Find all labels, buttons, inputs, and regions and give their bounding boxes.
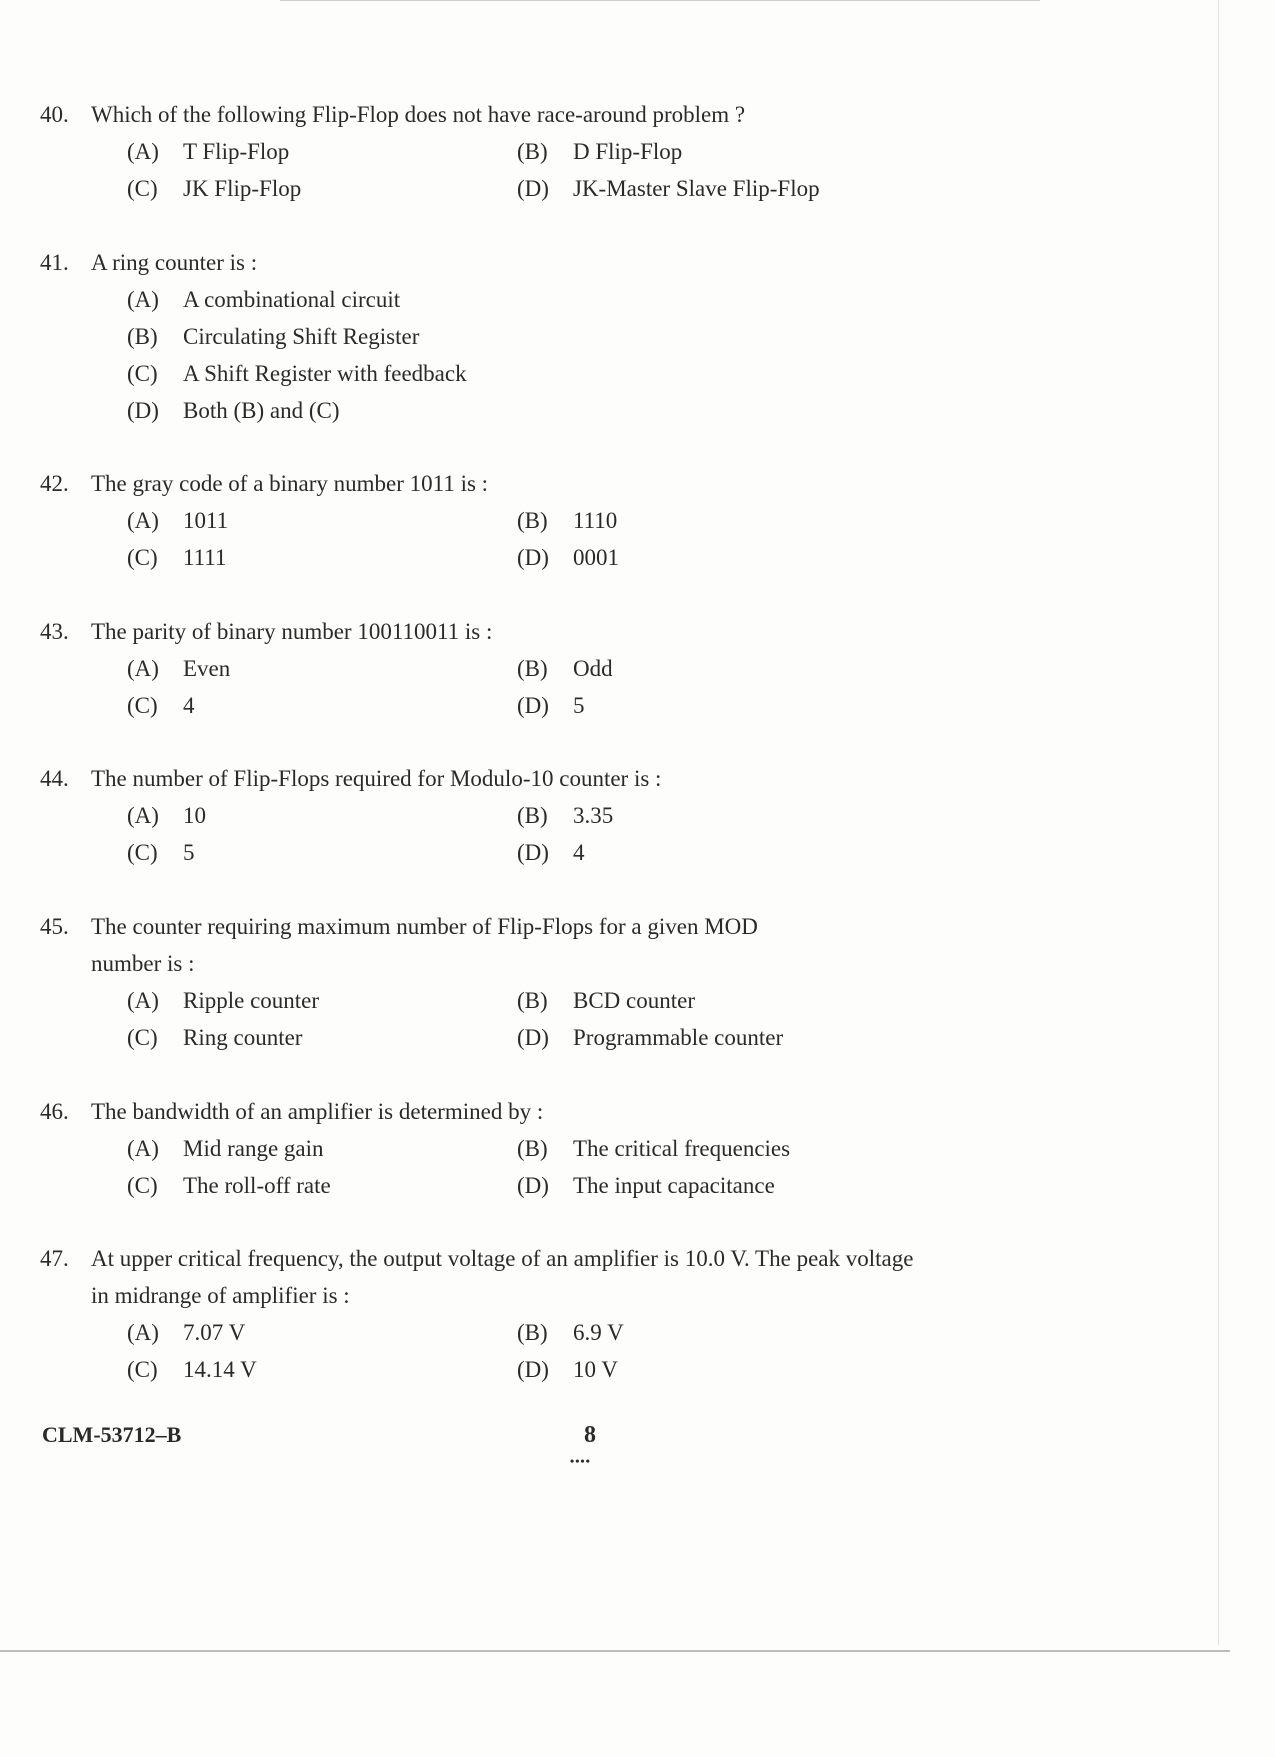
option-text: 0001 [573, 545, 619, 571]
option-label: (B) [127, 323, 158, 349]
question-number: 46. [40, 1098, 69, 1124]
question-text: The counter requiring maximum number of Flip-Flops for a given MOD number is : [91, 913, 758, 976]
option-d [517, 1167, 907, 1204]
option-text: 5 [573, 692, 585, 718]
option-label: (D) [517, 1024, 549, 1050]
option-text: Programmable counter [573, 1024, 784, 1050]
option-text: JK-Master Slave Flip-Flop [573, 176, 820, 201]
option-a [127, 502, 517, 539]
page-number-dots: •••• [570, 1454, 591, 1468]
option-b [517, 502, 907, 539]
question-text: The parity of binary number 100110011 is : [91, 618, 493, 644]
question-40 [40, 96, 920, 207]
option-text: Odd [573, 655, 613, 681]
booklet-code: CLM-53712–B [42, 1422, 182, 1447]
option-text: 7.07 V [183, 1320, 246, 1346]
option-b [517, 797, 907, 834]
option-label: (A) [127, 286, 159, 312]
question-44 [40, 760, 920, 871]
option-label: (C) [127, 1024, 158, 1050]
option-text: Even [183, 655, 231, 681]
option-label: (C) [127, 1172, 158, 1198]
option-label: (D) [517, 692, 549, 718]
option-a [127, 1314, 517, 1351]
option-label: (A) [127, 987, 159, 1013]
question-text: The bandwidth of an amplifier is determined by : [91, 1098, 544, 1124]
option-label: (C) [127, 1357, 158, 1383]
scan-edge-top [280, 0, 1040, 1]
option-text: Ring counter [183, 1024, 303, 1050]
option-label: (D) [127, 397, 159, 423]
option-c [127, 1019, 517, 1056]
option-d [517, 834, 907, 871]
option-label: (A) [127, 1320, 159, 1346]
option-b [517, 1314, 907, 1351]
option-label: (D) [517, 176, 549, 201]
option-d [127, 392, 727, 429]
option-text: 6.9 V [573, 1320, 624, 1346]
scan-edge-bottom [0, 1650, 1230, 1652]
question-text: The number of Flip-Flops required for Modulo-10 counter is : [91, 766, 662, 792]
option-text: Mid range gain [183, 1135, 324, 1161]
question-41 [40, 244, 920, 429]
option-label: (B) [517, 1135, 548, 1161]
option-text: A Shift Register with feedback [183, 360, 467, 386]
option-label: (B) [517, 655, 548, 681]
option-c [127, 1351, 517, 1388]
question-number: 41. [40, 249, 69, 275]
option-text: 4 [573, 840, 585, 866]
option-b [127, 318, 727, 355]
option-c [127, 170, 517, 207]
option-text: 1110 [573, 508, 618, 534]
option-a [127, 797, 517, 834]
question-47 [40, 1240, 920, 1388]
question-number: 45. [40, 913, 69, 939]
option-c [127, 355, 727, 392]
option-text: The critical frequencies [573, 1135, 791, 1161]
option-text: 1111 [183, 545, 227, 571]
option-label: (C) [127, 360, 158, 386]
question-45 [40, 908, 920, 1056]
question-46 [40, 1093, 920, 1204]
option-d [517, 170, 907, 207]
option-d [517, 1019, 907, 1056]
option-label: (B) [517, 803, 548, 829]
option-text: 5 [183, 840, 195, 866]
question-42 [40, 465, 920, 576]
option-text: T Flip-Flop [183, 139, 290, 164]
option-label: (D) [517, 1172, 549, 1198]
option-text: 1011 [183, 508, 229, 534]
question-number: 47. [40, 1246, 69, 1272]
question-text: At upper critical frequency, the output voltage of an amplifier is 10.0 V. The peak voltage in midrange of amplifier is : [91, 1246, 914, 1309]
option-c [127, 539, 517, 576]
option-text: 4 [183, 692, 195, 718]
option-a [127, 1130, 517, 1167]
option-b [517, 1130, 907, 1167]
option-label: (B) [517, 139, 548, 164]
option-a [127, 982, 517, 1019]
option-d [517, 687, 907, 724]
option-text: Both (B) and (C) [183, 397, 340, 423]
question-list [40, 96, 920, 1425]
page-number: 8 [584, 1422, 596, 1448]
question-number: 43. [40, 618, 69, 644]
option-text: 3.35 [573, 803, 614, 829]
option-label: (C) [127, 545, 158, 571]
question-number: 40. [40, 102, 69, 127]
option-a [127, 133, 517, 170]
option-text: Circulating Shift Register [183, 323, 420, 349]
option-label: (B) [517, 987, 548, 1013]
option-c [127, 1167, 517, 1204]
option-label: (A) [127, 655, 159, 681]
option-text: The roll-off rate [183, 1172, 331, 1198]
option-label: (D) [517, 840, 549, 866]
option-text: The input capacitance [573, 1172, 775, 1198]
option-d [517, 1351, 907, 1388]
option-label: (A) [127, 139, 159, 164]
option-label: (D) [517, 1357, 549, 1383]
question-number: 44. [40, 766, 69, 792]
option-label: (B) [517, 508, 548, 534]
option-c [127, 834, 517, 871]
option-c [127, 687, 517, 724]
option-label: (C) [127, 692, 158, 718]
question-number: 42. [40, 471, 69, 497]
option-label: (D) [517, 545, 549, 571]
question-43 [40, 613, 920, 724]
option-label: (A) [127, 803, 159, 829]
option-label: (C) [127, 840, 158, 866]
question-text: Which of the following Flip-Flop does not have race-around problem ? [91, 102, 746, 127]
option-label: (B) [517, 1320, 548, 1346]
option-text: JK Flip-Flop [183, 176, 302, 201]
option-b [517, 133, 907, 170]
question-text: The gray code of a binary number 1011 is : [91, 471, 489, 497]
option-a [127, 650, 517, 687]
option-a [127, 281, 727, 318]
option-label: (A) [127, 508, 159, 534]
option-text: Ripple counter [183, 987, 320, 1013]
option-label: (A) [127, 1135, 159, 1161]
option-text: 10 V [573, 1357, 618, 1383]
question-text: A ring counter is : [91, 249, 258, 275]
option-text: D Flip-Flop [573, 139, 683, 164]
option-d [517, 539, 907, 576]
option-b [517, 650, 907, 687]
option-label: (C) [127, 176, 158, 201]
scan-edge-right [1218, 0, 1219, 1645]
option-text: BCD counter [573, 987, 696, 1013]
option-text: 10 [183, 803, 206, 829]
option-b [517, 982, 907, 1019]
option-text: A combinational circuit [183, 286, 401, 312]
option-text: 14.14 V [183, 1357, 257, 1383]
